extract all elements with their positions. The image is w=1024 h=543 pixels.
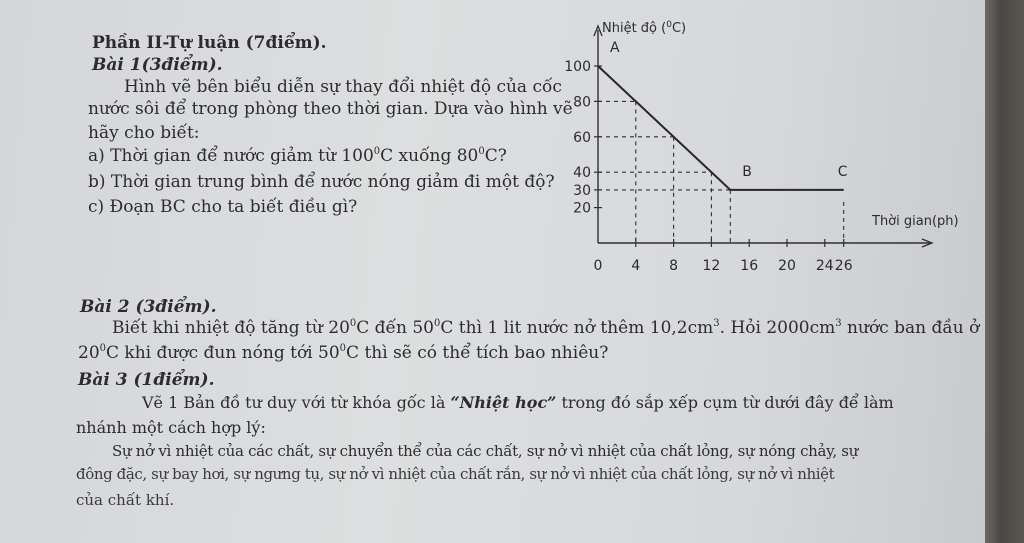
y-tick-label: 20 — [573, 200, 591, 217]
x-tick-label: 26 — [834, 258, 853, 274]
b1-intro-line-1: Hình vẽ bên biểu diễn sự thay đổi nhiệt độ của cốc — [124, 77, 562, 97]
b1-question-c: c) Đoạn BC cho ta biết điều gì? — [88, 197, 358, 217]
x-tick-label: 8 — [669, 258, 679, 274]
y-tick-label: 80 — [573, 94, 591, 111]
b3-line-4: đông đặc, sự bay hơi, sự ngưng tụ, sự nở vì nhiệt của chất rắn, sự nở vì nhiệt của chất lỏng, sự nở vì nhiệt — [76, 465, 835, 483]
b3-line-3: Sự nở vì nhiệt của các chất, sự chuyển thể của các chất, sự nở vì nhiệt của chất lỏng, sự nóng chảy, sự — [112, 442, 859, 460]
temperature-chart — [550, 10, 970, 290]
b3-line-1: Vẽ 1 Bản đồ tư duy với từ khóa gốc là “Nhiệt học” trong đó sắp xếp cụm từ dưới đây để làm — [142, 393, 894, 412]
point-label-c: C — [837, 163, 848, 180]
b1-intro-line-3: hãy cho biết: — [88, 123, 200, 143]
b3-line-5: của chất khí. — [76, 491, 175, 509]
temperature-line — [598, 66, 844, 190]
x-tick-label: 4 — [631, 258, 641, 274]
x-tick-label: 12 — [702, 258, 721, 274]
b2-line-2: $20^0C$ khi được đun nóng tới $50^0C$ thì sẽ có thể tích bao nhiêu? — [78, 343, 609, 363]
point-label-a: A — [610, 40, 620, 56]
table-edge — [985, 0, 1024, 543]
y-tick-label: 30 — [573, 182, 591, 199]
b2-title: Bài 2 (3điểm). — [80, 297, 217, 317]
part-title: Phần II-Tự luận (7điểm). — [92, 33, 327, 53]
b3-line-2: nhánh một cách hợp lý: — [76, 418, 266, 437]
y-tick-label: 40 — [573, 165, 591, 182]
x-tick-label: 20 — [778, 258, 796, 274]
x-tick-label: 16 — [740, 258, 759, 274]
x-axis-label: Thời gian(ph) — [872, 214, 959, 229]
b2-line-1: Biết khi nhiệt độ tăng từ $20^0C$ đến $50^0C$ thì 1 lit nước nở thêm $10,2cm^3$. Hỏi $2000cm^3$ nước ban đầu ở — [112, 318, 980, 338]
b1-title: Bài 1(3điểm). — [92, 55, 223, 75]
b1-question-a: a) Thời gian để nước giảm từ $100^0C$ xuống $80^0C$? — [88, 146, 507, 166]
y-tick-label: 60 — [573, 129, 591, 146]
b1-question-b: b) Thời gian trung bình để nước nóng giảm đi một độ? — [88, 172, 555, 192]
y-axis-label: Nhiệt độ ($^0$C) — [602, 20, 687, 36]
b3-title: Bài 3 (1điểm). — [78, 370, 215, 390]
x-tick-label: 24 — [815, 258, 834, 274]
x-tick-label: 0 — [593, 258, 603, 274]
b1-intro-line-2: nước sôi để trong phòng theo thời gian. Dựa vào hình vẽ — [88, 99, 573, 119]
y-tick-label: 100 — [564, 59, 591, 75]
point-label-b: B — [742, 163, 752, 180]
